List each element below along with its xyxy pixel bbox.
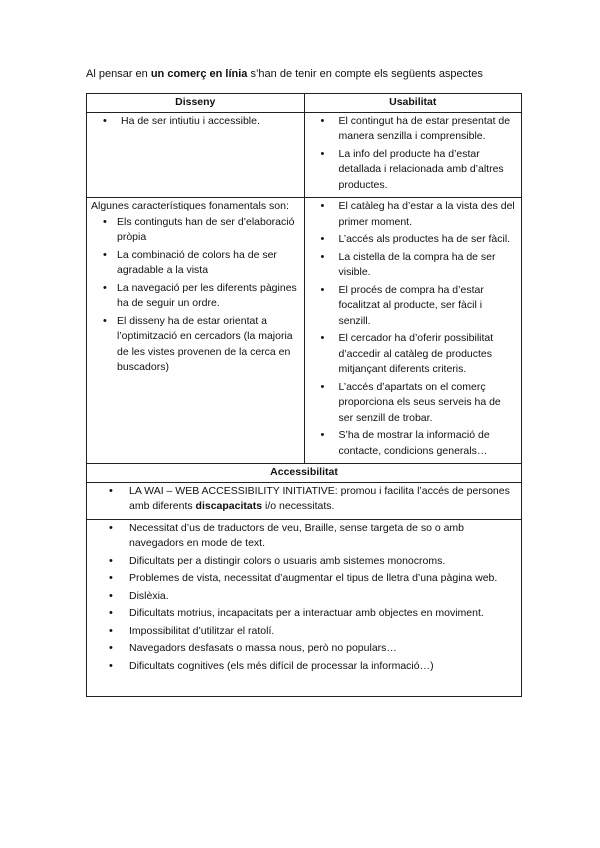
needs-cell [87,519,522,697]
row1-left-cell [87,112,305,198]
wai-row [87,482,522,519]
list-item: • La cistella de la compra ha de ser visible. [339,250,518,281]
intro-prefix: Al pensar en [86,68,151,80]
wai-list [91,484,517,515]
list-item: • Impossibilitat d’utilitzar el ratolí. [129,624,517,640]
list-item: • Dificultats motrius, incapacitats per a interactuar amb objectes en moviment. [129,606,517,622]
wai-suffix: i/o necessitats. [262,500,335,512]
list-item: • Navegadors desfasats o massa nous, però no populars… [129,641,517,657]
list-item: • Ha de ser intiutiu i accessible. [121,114,300,130]
wai-cell [87,482,522,519]
list-item: • Dificultats cognitives (els més difícil de processar la informació…) [129,659,517,675]
row-1 [87,112,522,198]
row2-left-cell [87,198,305,464]
row2-left-intro: Algunes característiques fonamentals son: [91,200,289,212]
list-item: • Els continguts han de ser d’elaboració pròpia [117,215,300,246]
list-item: • Dislèxia. [129,589,517,605]
intro-bold: un comerç en línia [150,68,248,80]
wai-prefix: LA WAI – WEB ACCESSIBILITY INITIATIVE: promou i facilita l’accés de persones amb diferents [129,484,510,512]
intro-suffix: s’han de tenir en compte els següents aspectes [247,68,483,80]
list-item: • La navegació per les diferents pàgines ha de seguir un ordre. [117,281,300,312]
list-item: • El cercador ha d’oferir possibilitat d’accedir al catàleg de productes mitjançant diferents criteris. [339,331,518,378]
header-row [87,94,522,113]
list-item: • El disseny ha de estar orientat a l’optimització en cercadors (la majoria de les vistes provenen de la cerca en buscadors) [117,314,300,376]
list-item: • La info del producte ha d’estar detallada i relacionada amb d’altres productes. [339,147,518,194]
needs-row [87,519,522,697]
row2-right-cell [304,198,522,464]
wai-item [129,484,517,515]
list-item: • Necessitat d’us de traductors de veu, Braille, sense targeta de so o amb navegadors en mode de text. [129,521,517,552]
list-item: • El catàleg ha d’estar a la vista des del primer moment. [339,199,518,230]
accessibility-header-row [87,464,522,483]
list-item: • Problemes de vista, necessitat d’augmentar el tipus de lletra d’una pàgina web. [129,571,517,587]
list-item: • L’accés d’apartats on el comerç proporciona els seus serveis ha de ser senzill de trobar. [339,380,518,427]
row2-left-list [91,215,300,376]
row-2 [87,198,522,464]
row1-right-cell [304,112,522,198]
list-item: • Dificultats per a distingir colors o usuaris amb sistemes monocroms. [129,554,517,570]
header-accessibilitat: Accessibilitat [87,464,522,483]
row1-right-list [309,114,518,194]
list-item: • S’ha de mostrar la informació de contacte, condicions generals… [339,428,518,459]
needs-list [91,521,517,675]
header-usabilitat: Usabilitat [304,94,522,113]
list-item: • El contingut ha de estar presentat de manera senzilla i comprensible. [339,114,518,145]
row1-left-list [91,114,300,130]
header-disseny: Disseny [87,94,305,113]
cell-spacer [91,676,517,694]
row2-right-list [309,199,518,459]
wai-bold: discapacitats [195,500,263,512]
list-item: • El procés de compra ha d’estar focalitzat al producte, ser fàcil i senzill. [339,283,518,330]
aspects-table [86,93,522,697]
list-item: • La combinació de colors ha de ser agradable a la vista [117,248,300,279]
list-item: • L’accés als productes ha de ser fàcil. [339,232,518,248]
intro-sentence [86,68,526,80]
